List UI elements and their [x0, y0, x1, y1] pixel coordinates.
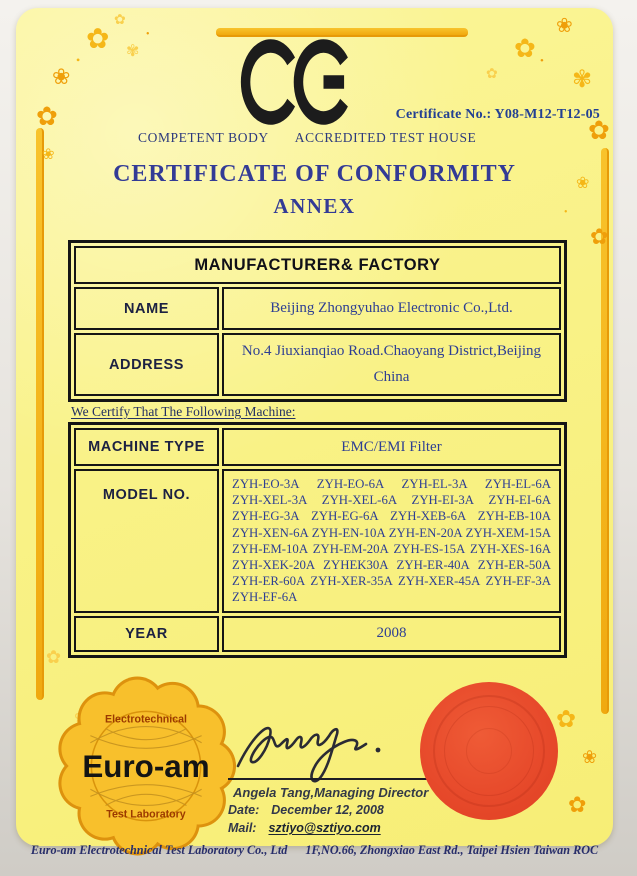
model-number: ZYH-EM-20A — [312, 541, 389, 556]
model-number: ZYH-XEL-6A — [321, 493, 398, 508]
model-number: ZYH-EI-6A — [488, 493, 551, 508]
mail-row — [228, 821, 381, 835]
model-number: ZYH-EN-20A — [388, 525, 463, 540]
table-row — [74, 469, 561, 613]
model-number: ZYH-EI-3A — [411, 493, 475, 508]
model-row — [232, 508, 551, 524]
top-gold-bar — [216, 28, 468, 37]
ce-mark-logo — [240, 38, 358, 126]
red-embossed-seal — [420, 682, 558, 820]
mail-value: sztiyo@sztiyo.com — [268, 821, 381, 835]
badge-top-text: Electrotechnical — [105, 713, 187, 726]
model-number: ZYH-ES-15A — [393, 541, 466, 556]
badge-middle-text: Euro-am — [82, 749, 210, 785]
date-value: December 12, 2008 — [271, 803, 384, 817]
machine-type-value: EMC/EMI Filter — [222, 428, 561, 466]
manufacturer-table-header: MANUFACTURER& FACTORY — [74, 246, 561, 284]
model-row — [232, 525, 551, 541]
model-no-value — [222, 469, 561, 613]
model-number: ZYH-ER-60A — [232, 574, 306, 589]
table-row — [74, 287, 561, 330]
address-line-1: No.4 Jiuxianqiao Road.Chaoyang District,Beijing — [241, 343, 542, 359]
laboratory-footer — [16, 843, 613, 858]
signatory-name-title: Angela Tang,Managing Director — [233, 785, 429, 800]
model-number: ZYH-EG-3A — [232, 509, 300, 524]
badge-bottom-text: Test Laboratory — [106, 808, 186, 821]
certify-statement: We Certify That The Following Machine: — [71, 404, 296, 419]
model-row — [232, 573, 551, 589]
seal-ring — [466, 728, 512, 774]
euro-am-laboratory-seal — [60, 680, 232, 852]
model-number: ZYH-XEL-3A — [232, 493, 308, 508]
handwritten-signature — [232, 710, 414, 780]
model-number: ZYH-EF-6A — [232, 590, 298, 605]
model-number: ZYH-XER-35A — [310, 574, 393, 589]
machine-type-label: MACHINE TYPE — [74, 428, 219, 466]
model-no-label: MODEL NO. — [74, 469, 219, 613]
name-label: NAME — [74, 287, 219, 330]
model-number: ZYH-EM-10A — [232, 541, 309, 556]
model-row — [232, 589, 551, 605]
model-number: ZYH-EN-10A — [311, 525, 386, 540]
signature-line — [228, 778, 430, 780]
table-row — [74, 333, 561, 396]
model-number: ZYH-EO-3A — [232, 477, 300, 491]
accreditation-line — [138, 130, 476, 146]
manufacturer-table — [68, 240, 567, 402]
certificate-title: CERTIFICATE OF CONFORMITY — [113, 161, 516, 187]
accredited-test-house-label: ACCREDITED TEST HOUSE — [294, 130, 477, 145]
model-number: ZYH-XEN-6A — [232, 525, 309, 540]
model-number: ZYH-ER-40A — [396, 558, 470, 573]
certificate-number: Certificate No.: Y08-M12-T12-05 — [395, 107, 600, 122]
certificate-sheet — [16, 8, 613, 857]
address-label: ADDRESS — [74, 333, 219, 396]
model-number: ZYHEK30A — [323, 558, 389, 573]
model-number: ZYH-XER-45A — [397, 574, 481, 589]
table-row — [74, 616, 561, 652]
name-value: Beijing Zhongyuhao Electronic Co.,Ltd. — [222, 287, 561, 330]
table-row — [74, 246, 561, 284]
model-row — [232, 492, 551, 508]
footer-company: Euro-am Electrotechnical Test Laboratory Co., Ltd — [30, 843, 288, 857]
table-row — [74, 428, 561, 466]
model-row — [232, 557, 551, 573]
model-number: ZYH-EB-10A — [477, 509, 551, 524]
model-number: ZYH-XEK-20A — [232, 558, 316, 573]
model-number: ZYH-EL-6A — [484, 477, 551, 491]
competent-body-label: COMPETENT BODY — [138, 130, 269, 145]
model-row — [232, 541, 551, 557]
model-row — [232, 476, 551, 492]
model-number: ZYH-EF-3A — [485, 574, 551, 589]
year-label: YEAR — [74, 616, 219, 652]
model-number: ZYH-XEM-15A — [465, 525, 551, 540]
year-value: 2008 — [222, 616, 561, 652]
model-number: ZYH-XEB-6A — [390, 509, 467, 524]
date-row — [228, 803, 384, 817]
date-label: Date: — [228, 803, 260, 817]
address-line-2: China — [373, 369, 410, 385]
model-number: ZYH-EL-3A — [401, 477, 468, 491]
machine-table — [68, 422, 567, 658]
model-number: ZYH-XES-16A — [469, 541, 551, 556]
model-number: ZYH-EG-6A — [311, 509, 379, 524]
mail-label: Mail: — [228, 821, 257, 835]
model-number: ZYH-ER-50A — [477, 558, 551, 573]
model-number: ZYH-EO-6A — [316, 477, 385, 491]
certificate-subtitle: ANNEX — [273, 194, 356, 218]
address-value — [222, 333, 561, 396]
footer-address: 1F,NO.66, Zhongxiao East Rd., Taipei Hsien Taiwan ROC — [305, 843, 599, 857]
